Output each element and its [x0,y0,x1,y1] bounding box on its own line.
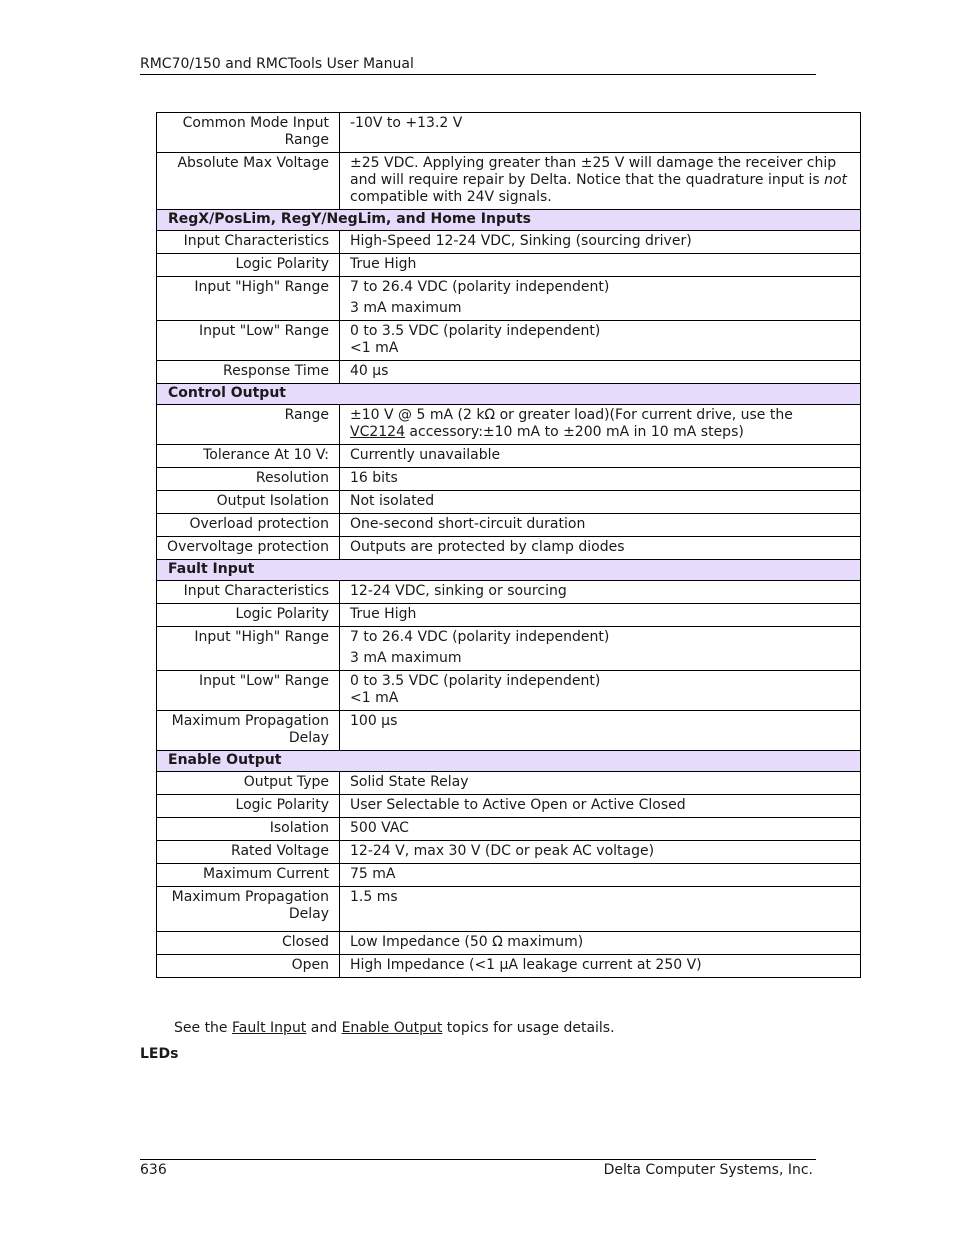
spec-value [340,153,861,210]
spec-label: Logic Polarity [157,795,340,818]
spec-line: 7 to 26.4 VDC (polarity independent) [350,629,610,645]
spec-value: Low Impedance (50 Ω maximum) [340,932,861,955]
spec-value: True High [340,604,861,627]
table-row [157,231,861,254]
spec-line: 7 to 26.4 VDC (polarity independent) [350,279,610,295]
spec-value: 75 mA [340,864,861,887]
spec-label: Isolation [157,818,340,841]
table-row [157,841,861,864]
spec-label: Logic Polarity [157,254,340,277]
spec-value: 500 VAC [340,818,861,841]
spec-value: 1.5 ms [340,887,861,932]
spec-label: Rated Voltage [157,841,340,864]
table-row [157,321,861,361]
spec-value: 40 µs [340,361,861,384]
table-row [157,361,861,384]
note-text: and [306,1020,342,1036]
spec-text: ±25 VDC. Applying greater than ±25 V will damage the receiver chip and will require repair by Delta. Notice that the quadrature input is [350,155,837,188]
spec-value: High Impedance (<1 µA leakage current at 250 V) [340,955,861,978]
specifications-table [156,112,861,978]
spec-line: 0 to 3.5 VDC (polarity independent) [350,323,601,339]
table-row [157,627,861,671]
table-row [157,445,861,468]
table-row [157,818,861,841]
spec-value: User Selectable to Active Open or Active Closed [340,795,861,818]
table-row [157,277,861,321]
spec-label: Absolute Max Voltage [157,153,340,210]
table-row [157,932,861,955]
section-header-enable-output [157,751,861,772]
enable-output-link[interactable]: Enable Output [341,1020,443,1036]
spec-label: Overload protection [157,514,340,537]
spec-value: True High [340,254,861,277]
spec-label: Output Type [157,772,340,795]
spec-label: Input "High" Range [157,277,340,321]
spec-label: Logic Polarity [157,604,340,627]
spec-label: Open [157,955,340,978]
spec-value: 12-24 V, max 30 V (DC or peak AC voltage) [340,841,861,864]
spec-value: Outputs are protected by clamp diodes [340,537,861,560]
section-header-regx [157,210,861,231]
spec-text: compatible with 24V signals. [350,189,552,205]
spec-label: Input Characteristics [157,231,340,254]
spec-line: 0 to 3.5 VDC (polarity independent) [350,673,601,689]
spec-value: Not isolated [340,491,861,514]
spec-label: Maximum Propagation Delay [157,887,340,932]
spec-value [340,405,861,445]
spec-value: 16 bits [340,468,861,491]
manual-title: RMC70/150 and RMCTools User Manual [140,56,414,72]
table-row [157,113,861,153]
table-row [157,795,861,818]
table-row [157,468,861,491]
spec-text: ±10 V @ 5 mA (2 kΩ or greater load)(For current drive, use the [350,407,793,423]
usage-note [174,1020,615,1036]
spec-value [340,671,861,711]
spec-value: Currently unavailable [340,445,861,468]
page-number: 636 [140,1162,167,1178]
table-row [157,772,861,795]
spec-value: -10V to +13.2 V [340,113,861,153]
note-text: See the [174,1020,232,1036]
section-title: RegX/PosLim, RegY/NegLim, and Home Inputs [157,210,861,231]
table-row [157,153,861,210]
page-footer [140,1159,816,1178]
spec-value [340,277,861,321]
table-row [157,604,861,627]
spec-value: One-second short-circuit duration [340,514,861,537]
table-row [157,491,861,514]
spec-label: Resolution [157,468,340,491]
spec-label: Input Characteristics [157,581,340,604]
spec-label: Overvoltage protection [157,537,340,560]
spec-label: Maximum Propagation Delay [157,711,340,751]
spec-value [340,627,861,671]
section-title: Fault Input [157,560,861,581]
section-header-fault-input [157,560,861,581]
spec-label: Input "High" Range [157,627,340,671]
spec-value: 12-24 VDC, sinking or sourcing [340,581,861,604]
section-header-control-output [157,384,861,405]
fault-input-link[interactable]: Fault Input [232,1020,307,1036]
table-row [157,887,861,932]
spec-line: 3 mA maximum [350,650,462,666]
spec-label: Common Mode Input Range [157,113,340,153]
company-name: Delta Computer Systems, Inc. [603,1162,813,1178]
section-title: Control Output [157,384,861,405]
spec-label: Maximum Current [157,864,340,887]
table-row [157,955,861,978]
spec-line: <1 mA [350,690,399,706]
spec-label: Range [157,405,340,445]
spec-label: Tolerance At 10 V: [157,445,340,468]
spec-label: Input "Low" Range [157,321,340,361]
table-row [157,514,861,537]
spec-value: High-Speed 12-24 VDC, Sinking (sourcing driver) [340,231,861,254]
spec-value: 100 µs [340,711,861,751]
emphasis-text: not [824,172,848,188]
spec-line: <1 mA [350,340,399,356]
table-row [157,537,861,560]
spec-label: Input "Low" Range [157,671,340,711]
spec-line: 3 mA maximum [350,300,462,316]
page-header [140,56,816,75]
table-row [157,254,861,277]
spec-label: Response Time [157,361,340,384]
vc2124-link[interactable]: VC2124 [350,424,405,440]
note-text: topics for usage details. [442,1020,615,1036]
table-row [157,405,861,445]
spec-label: Output Isolation [157,491,340,514]
spec-text: accessory:±10 mA to ±200 mA in 10 mA steps) [404,424,744,440]
table-row [157,864,861,887]
leds-heading: LEDs [140,1046,179,1062]
spec-label: Closed [157,932,340,955]
spec-value [340,321,861,361]
section-title: Enable Output [157,751,861,772]
table-row [157,581,861,604]
table-row [157,711,861,751]
table-row [157,671,861,711]
spec-value: Solid State Relay [340,772,861,795]
